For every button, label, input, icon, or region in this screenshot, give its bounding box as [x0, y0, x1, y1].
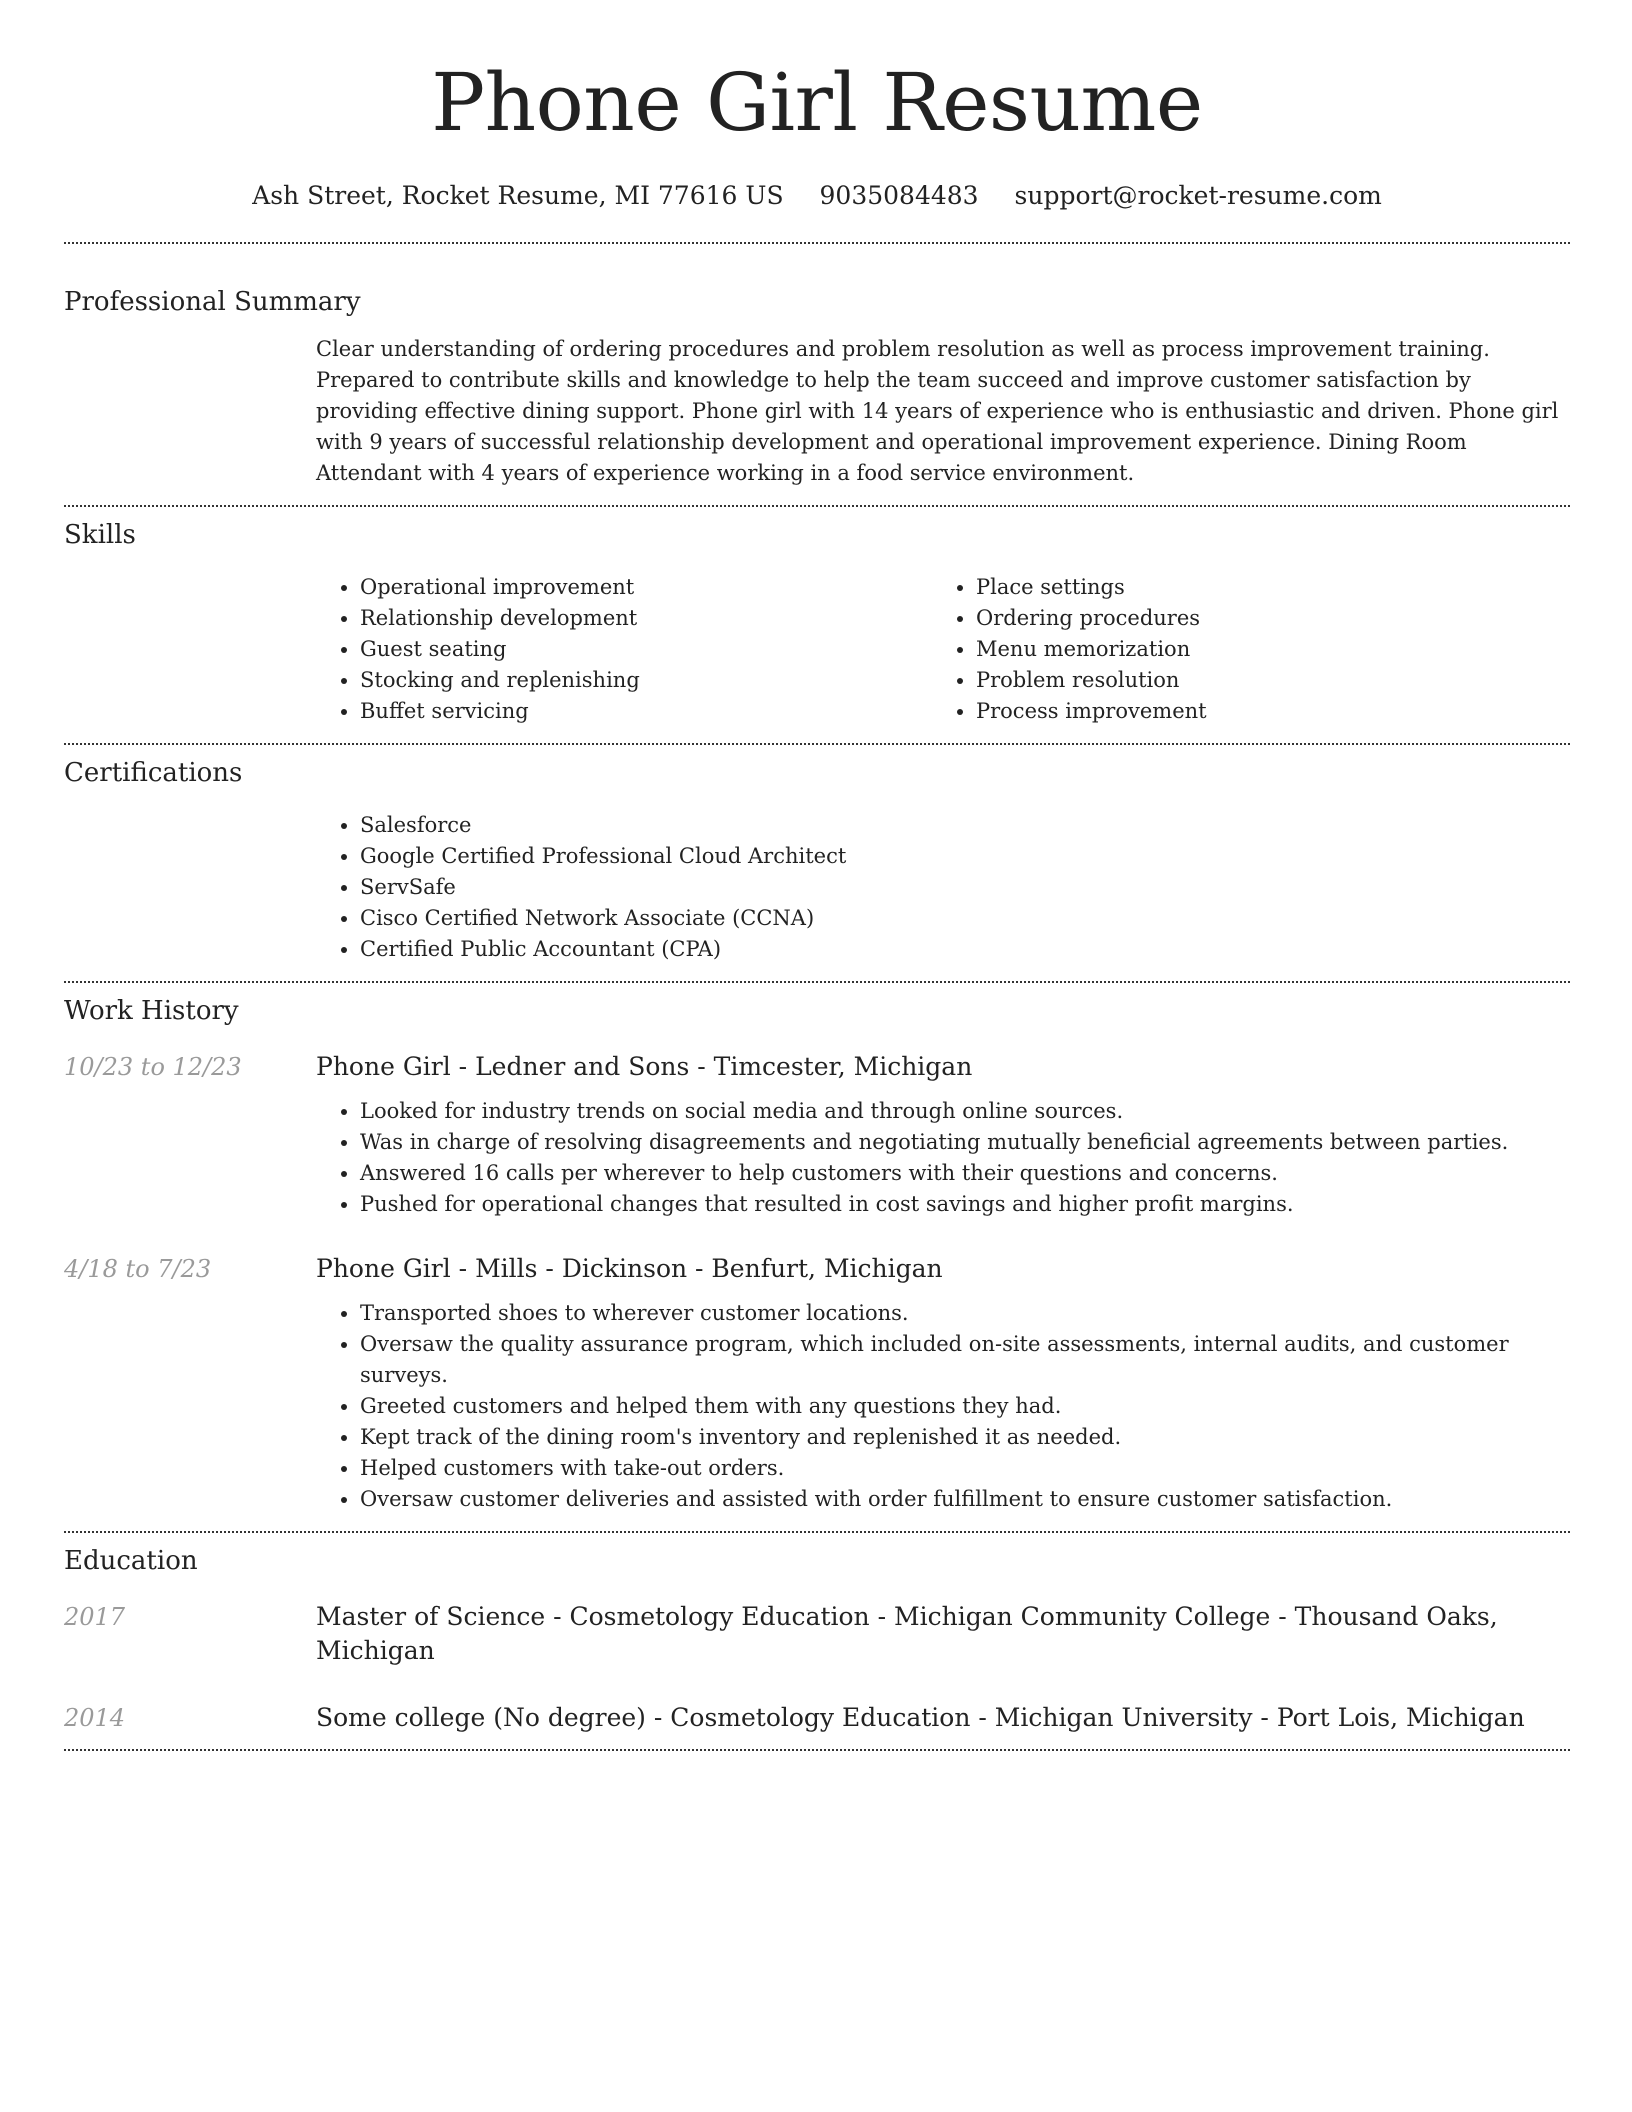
- contact-phone: 9035084483: [819, 181, 979, 210]
- certification-item: • Certified Public Accountant (CPA): [360, 934, 1570, 965]
- skills-section: [64, 507, 1570, 727]
- education-title: Some college (No degree) - Cosmetology Education - Michigan University - Port Lois, Michigan: [316, 1703, 1525, 1732]
- education-year: 2014: [64, 1704, 126, 1732]
- education-year: 2017: [64, 1603, 126, 1631]
- contact-email: support@rocket-resume.com: [1014, 181, 1382, 210]
- job-bullet: • Oversaw customer deliveries and assisted with order fulfillment to ensure customer satisfaction.: [360, 1484, 1570, 1515]
- job-bullet: • Oversaw the quality assurance program, which included on-site assessments, internal audits, and customer surveys.: [360, 1329, 1570, 1391]
- certification-item: • Google Certified Professional Cloud Architect: [360, 841, 1570, 872]
- skill-item: • Stocking and replenishing: [360, 665, 932, 696]
- skill-item: • Process improvement: [976, 696, 1562, 727]
- job-bullet: • Transported shoes to wherever customer locations.: [360, 1298, 1570, 1329]
- certification-item: • Cisco Certified Network Associate (CCNA): [360, 903, 1570, 934]
- work-heading: Work History: [64, 996, 239, 1026]
- job-bullet: • Answered 16 calls per wherever to help customers with their questions and concerns.: [360, 1158, 1570, 1189]
- job-title: Phone Girl - Mills - Dickinson - Benfurt, Michigan: [316, 1254, 943, 1283]
- job-dates: 4/18 to 7/23: [64, 1255, 212, 1283]
- skill-item: • Operational improvement: [360, 572, 932, 603]
- job-entry: [64, 1252, 1570, 1515]
- education-entry: [64, 1701, 1570, 1735]
- skill-item: • Place settings: [976, 572, 1562, 603]
- page-title: Phone Girl Resume: [431, 56, 1203, 149]
- education-entry: [64, 1600, 1570, 1668]
- summary-heading: Professional Summary: [64, 287, 361, 317]
- job-bullet: • Pushed for operational changes that resulted in cost savings and higher profit margins.: [360, 1189, 1570, 1220]
- certification-item: • Salesforce: [360, 810, 1570, 841]
- certifications-section: [64, 745, 1570, 965]
- job-bullet: • Greeted customers and helped them with any questions they had.: [360, 1391, 1570, 1422]
- job-bullets: [316, 1298, 1570, 1515]
- skill-item: • Problem resolution: [976, 665, 1562, 696]
- skill-item: • Menu memorization: [976, 634, 1562, 665]
- job-bullets: [316, 1096, 1570, 1220]
- job-dates: 10/23 to 12/23: [64, 1053, 242, 1081]
- education-heading: Education: [64, 1546, 198, 1576]
- skill-item: • Guest seating: [360, 634, 932, 665]
- job-title: Phone Girl - Ledner and Sons - Timcester, Michigan: [316, 1052, 973, 1081]
- education-title: Master of Science - Cosmetology Education - Michigan Community College - Thousand Oaks, Michigan: [316, 1602, 1498, 1665]
- skills-grid: [316, 572, 1570, 727]
- job-bullet: • Looked for industry trends on social media and through online sources.: [360, 1096, 1570, 1127]
- job-entry: [64, 1050, 1570, 1220]
- certifications-heading: Certifications: [64, 758, 243, 788]
- resume-page: [64, 0, 1570, 1751]
- contact-line: [64, 176, 1570, 216]
- job-bullet: • Helped customers with take-out orders.: [360, 1453, 1570, 1484]
- certifications-list: [316, 810, 1570, 965]
- work-section: [64, 983, 1570, 1515]
- job-bullet: • Was in charge of resolving disagreements and negotiating mutually beneficial agreements between parties.: [360, 1127, 1570, 1158]
- contact-address: Ash Street, Rocket Resume, MI 77616 US: [252, 181, 784, 210]
- divider: [64, 1749, 1570, 1751]
- summary-text: Clear understanding of ordering procedures and problem resolution as well as process improvement training. Prepared to contribute skills and knowledge to help the team succeed and improve customer satisfaction by providing effective dining support. Phone girl with 14 years of experience who is enthusiastic and driven. Phone girl with 9 years of successful relationship development and operational improvement experience. Dining Room Attendant with 4 years of experience working in a food service environment.: [316, 337, 1559, 485]
- skill-item: • Relationship development: [360, 603, 932, 634]
- skills-heading: Skills: [64, 520, 136, 550]
- certification-item: • ServSafe: [360, 872, 1570, 903]
- skills-list-right: [932, 572, 1562, 727]
- skills-list-left: [316, 572, 932, 727]
- education-section: [64, 1533, 1570, 1735]
- skill-item: • Buffet servicing: [360, 696, 932, 727]
- job-bullet: • Kept track of the dining room's inventory and replenished it as needed.: [360, 1422, 1570, 1453]
- skill-item: • Ordering procedures: [976, 603, 1562, 634]
- summary-section: [64, 244, 1570, 489]
